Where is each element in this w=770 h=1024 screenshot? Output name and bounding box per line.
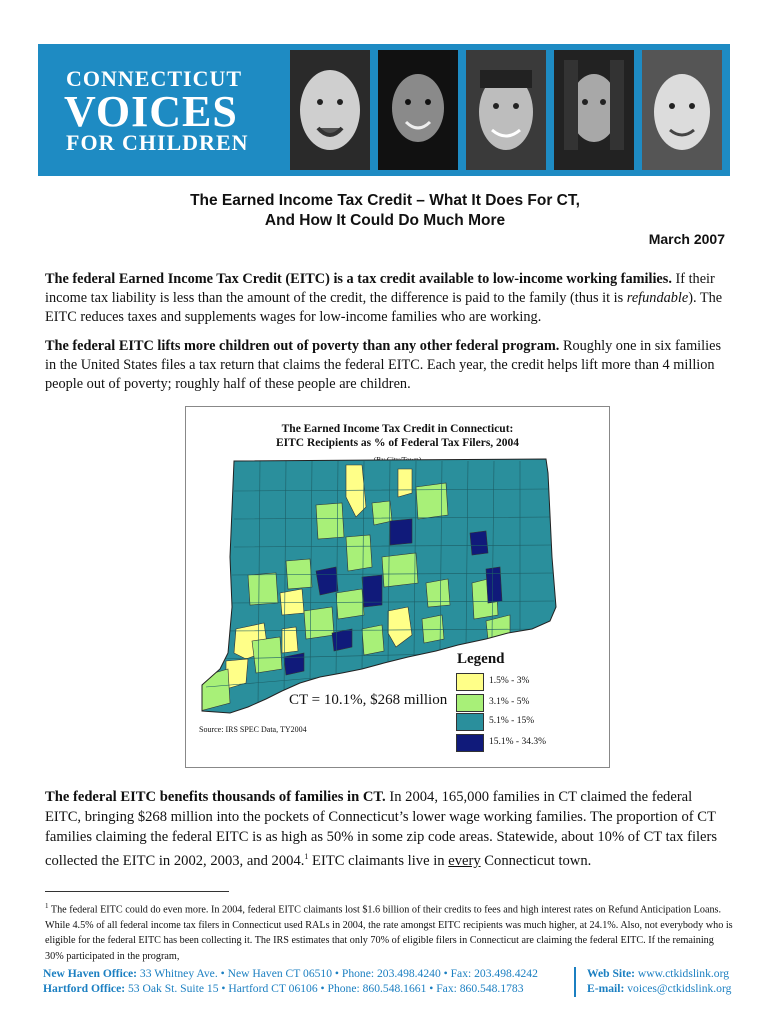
footnote-text: The federal EITC could do even more. In 2004, federal EITC claimants lost $1.6 billion of their credits to fees and high interest rates on Refund Anticipation Loans. While 4.5% of all federal income tax filers in Connecticut used RALs in 2004, the rate amongst EITC recipients was much higher, at 24.1%. Also, not everybody who is eligible for the federal EITC has been collecting it. The IRS estimates that only 70% of eligible filers in Connecticut are claiming the federal EITC. If the remaining 30% participated in the program, <box>45 904 733 962</box>
logo-line-connecticut: CONNECTICUT <box>66 66 243 91</box>
child-photo-teen-boy <box>466 50 546 170</box>
legend-swatch-yellow <box>456 673 484 691</box>
legend-label: 15.1% - 34.3% <box>489 737 546 747</box>
legend-swatch-teal <box>456 713 484 731</box>
map-town-navy <box>332 629 352 651</box>
footnote-reference: 1 <box>304 852 309 861</box>
eitc-map-figure <box>185 406 610 768</box>
map-title-line2: EITC Recipients as % of Federal Tax Filers, 2004 <box>275 437 520 449</box>
child-photo-girl-curly <box>378 50 458 170</box>
ct-statewide-stat: CT = 10.1%, $268 million <box>289 692 448 708</box>
paragraph-poverty-text: Roughly one in six families in the United States files a tax return that claims the federal EITC. Each year, the credit helps lift more than 4 million people out of poverty; roughly half of these people are children. <box>45 338 722 392</box>
map-town-green <box>252 637 282 673</box>
map-town-navy <box>316 567 338 595</box>
paragraph-ct-benefits-bold: The federal EITC benefits thousands of families in CT. <box>45 789 386 805</box>
map-town-navy <box>390 519 412 545</box>
map-town-green <box>426 579 450 607</box>
legend-swatch-navy <box>456 734 484 752</box>
footer-website[interactable] <box>587 966 731 981</box>
map-town-navy <box>470 531 488 555</box>
footer-new-haven-text: 33 Whitney Ave. • New Haven CT 06510 • Phone: 203.498.4240 • Fax: 203.498.4242 <box>137 967 538 980</box>
footer-email-label: E-mail: <box>587 982 625 995</box>
child-photo-baby <box>290 50 370 170</box>
map-town-navy <box>284 653 304 675</box>
map-town-yellow <box>398 469 412 497</box>
paragraph-ct-benefits-text-b: EITC claimants live in <box>308 852 449 869</box>
paragraph-eitc-intro-bold: The federal Earned Income Tax Credit (EITC) is a tax credit available to low-income working families. <box>45 271 672 287</box>
footer-new-haven-label: New Haven Office: <box>43 967 138 980</box>
footnote-divider <box>45 891 229 892</box>
document-title-line1: The Earned Income Tax Credit – What It Does For CT, <box>190 192 580 209</box>
map-town-green <box>346 535 372 571</box>
map-town-green <box>422 615 444 643</box>
legend-label: 1.5% - 3% <box>489 676 530 686</box>
paragraph-ct-benefits <box>45 787 727 871</box>
paragraph-eitc-intro <box>45 270 727 327</box>
map-source: Source: IRS SPEC Data, TY2004 <box>199 725 307 734</box>
map-title-line1: The Earned Income Tax Credit in Connecticut: <box>281 423 514 435</box>
footer-offices <box>43 966 538 996</box>
map-town-green <box>382 553 418 587</box>
map-town-green <box>416 483 448 519</box>
map-town-green <box>286 559 312 589</box>
paragraph-poverty <box>45 337 727 394</box>
footer-website-link[interactable]: www.ctkidslink.org <box>634 967 730 980</box>
paragraph-eitc-intro-italic: refundable <box>626 290 689 306</box>
paragraph-eitc-intro-text-b: ). The EITC reduces taxes and supplements wages for low-income families who are working. <box>45 290 723 325</box>
document-title-line2: And How It Could Do Much More <box>264 212 506 229</box>
footer-new-haven <box>43 966 538 981</box>
map-town-green <box>362 625 384 655</box>
map-town-navy <box>486 567 502 603</box>
legend-label: 3.1% - 5% <box>489 697 530 707</box>
footer-divider <box>574 967 576 997</box>
footer-contact <box>587 966 731 996</box>
paragraph-ct-benefits-text-c: Connecticut town. <box>480 852 592 869</box>
map-town-green <box>316 503 344 539</box>
footer-email[interactable] <box>587 981 731 996</box>
logo-line-for-children: FOR CHILDREN <box>66 130 249 155</box>
header-banner <box>38 44 730 176</box>
footer-email-link[interactable]: voices@ctkidslink.org <box>624 982 732 995</box>
child-photo-teen-girl <box>554 50 634 170</box>
footnote-marker: 1 <box>45 902 49 910</box>
map-town-green <box>248 573 278 605</box>
legend-swatch-green <box>456 694 484 712</box>
legend-title: Legend <box>457 651 505 667</box>
paragraph-eitc-intro-text-a: If their income tax liability is less than the amount of the credit, the difference is paid to the family (thus it is <box>45 271 715 306</box>
child-photo-young-girl <box>642 50 722 170</box>
map-town-yellow <box>280 589 304 615</box>
map-town-green <box>304 607 334 639</box>
logo-line-voices: VOICES <box>64 87 238 136</box>
footer-hartford <box>43 981 538 996</box>
map-town-green <box>336 589 364 619</box>
footer-hartford-text: 53 Oak St. Suite 15 • Hartford CT 06106 • Phone: 860.548.1661 • Fax: 860.548.1783 <box>125 982 524 995</box>
map-subtitle: (By City/Town) <box>373 455 422 464</box>
legend-label: 5.1% - 15% <box>489 716 535 726</box>
paragraph-ct-benefits-underline: every <box>448 852 481 869</box>
paragraph-poverty-bold: The federal EITC lifts more children out of poverty than any other federal program. <box>45 338 560 354</box>
footnote <box>45 899 733 964</box>
footer-hartford-label: Hartford Office: <box>43 982 126 995</box>
map-town-green <box>372 501 392 525</box>
document-date: March 2007 <box>648 231 725 247</box>
connecticut-town-map <box>186 407 611 769</box>
paragraph-ct-benefits-text-a: In 2004, 165,000 families in CT claimed the federal EITC, bringing $268 million into the pockets of Connecticut’s lower wage working families. The proportion of CT families claiming the federal EITC is as high as 50% in some zip code areas. Statewide, about 10% of CT tax filers collected the EITC in 2002, 2003, and 2004. <box>45 789 718 869</box>
footer-website-label: Web Site: <box>587 967 635 980</box>
